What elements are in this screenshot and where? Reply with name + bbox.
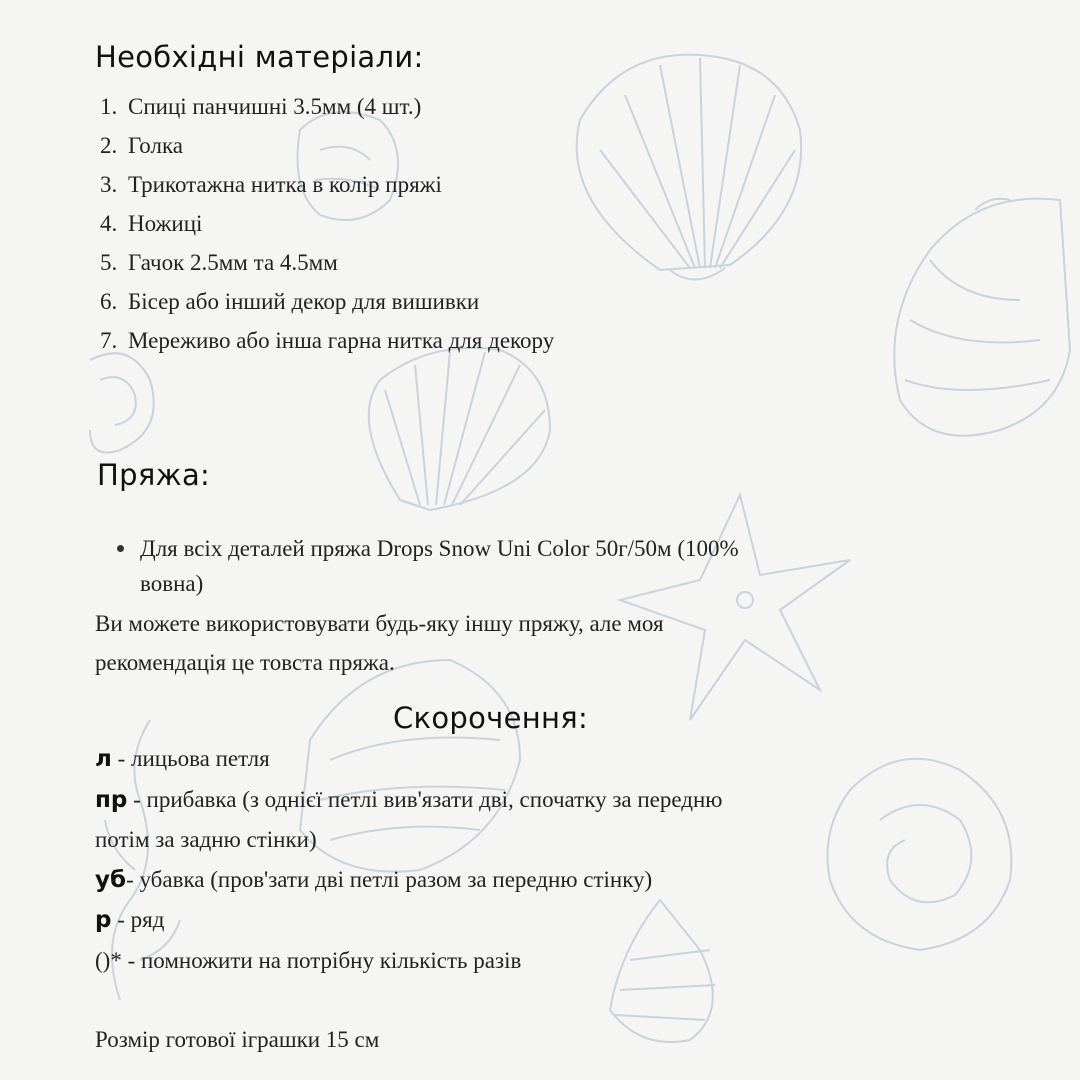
abbr-r: р - ряд <box>95 907 165 933</box>
yarn-note-line2: рекомендація це товста пряжа. <box>95 650 395 675</box>
yarn-bullet-line1: Для всіх деталей пряжа Drops Snow Uni Color 50г/50м (100% <box>140 536 739 561</box>
list-item: 3. Трикотажна нитка в колір пряжі <box>100 172 442 197</box>
yarn-heading: Пряжа: <box>97 458 211 492</box>
list-item: 1. Спиці панчишні 3.5мм (4 шт.) <box>100 94 422 119</box>
materials-list <box>100 87 554 360</box>
list-item: 2. Голка <box>100 133 183 158</box>
yarn-note-line1: Ви можете використовувати будь-яку іншу пряжу, але моя <box>95 611 664 636</box>
yarn-bullet-line2: вовна) <box>140 571 204 596</box>
abbr-key: л <box>95 746 112 772</box>
bullet-icon <box>117 545 124 552</box>
abbr-l: л - лицьова петля <box>95 746 270 772</box>
list-item: 5. Гачок 2.5мм та 4.5мм <box>100 250 338 275</box>
abbr-mult: ()* - помножити на потрібну кількість разів <box>95 948 522 973</box>
abbr-ub: уб- убавка (пров'зати дві петлі разом за передню стінку) <box>95 867 653 893</box>
abbr-key: пр <box>95 787 128 813</box>
materials-heading: Необхідні матеріали: <box>95 40 424 74</box>
abbr-pr: пр - прибавка (з однієї петлі вив'язати дві, спочатку за передню <box>95 787 723 813</box>
abbr-key: р <box>95 907 112 933</box>
abbr-pr-cont: потім за задню стінки) <box>95 827 317 852</box>
list-item: 7. Мереживо або інша гарна нитка для декору <box>100 328 555 353</box>
toy-size: Розмір готової іграшки 15 см <box>95 1027 380 1052</box>
list-item: 6. Бісер або інший декор для вишивки <box>100 289 480 314</box>
abbr-key: уб <box>95 867 127 893</box>
list-item: 4. Ножиці <box>100 211 203 236</box>
abbreviations-heading: Скорочення: <box>393 701 589 735</box>
